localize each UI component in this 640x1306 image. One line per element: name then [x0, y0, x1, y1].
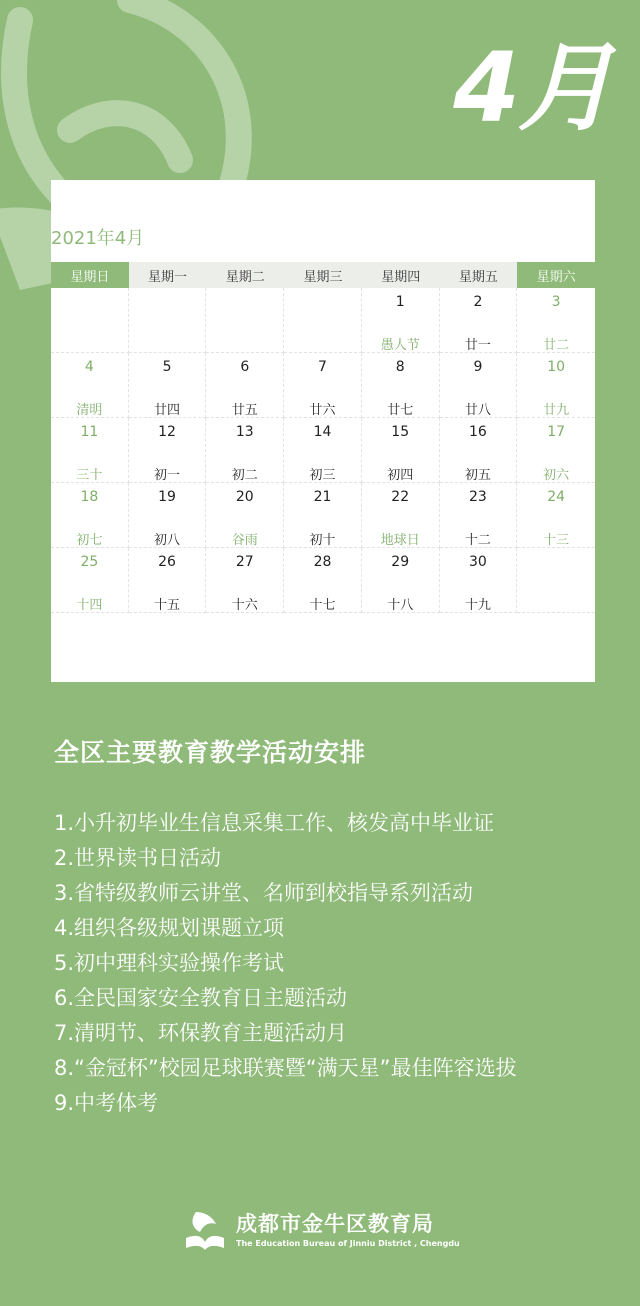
lunar-date: 初三 [309, 468, 336, 483]
lunar-date: 十六 [231, 598, 258, 613]
calendar-day-cell [206, 548, 284, 613]
day-number: 25 [80, 554, 99, 570]
lunar-date: 地球日 [380, 533, 420, 548]
activity-number: 9. [54, 1091, 75, 1115]
activity-number: 5. [54, 951, 75, 975]
calendar-day-cell [206, 418, 284, 483]
day-number: 4 [84, 359, 94, 375]
day-number: 11 [80, 424, 99, 440]
activity-item [54, 981, 594, 1016]
day-number: 21 [313, 489, 332, 505]
lunar-date: 三十 [76, 468, 103, 483]
day-number: 16 [469, 424, 487, 440]
calendar-day-cell [362, 288, 440, 353]
lunar-date: 初二 [231, 468, 258, 483]
day-number: 26 [158, 554, 176, 570]
calendar-day-cell [517, 288, 595, 353]
lunar-date: 廿二 [543, 338, 570, 353]
day-number: 8 [395, 359, 405, 375]
calendar-day-cell [129, 548, 207, 613]
calendar-day-cell [440, 483, 518, 548]
activity-text: 省特级教师云讲堂、名师到校指导系列活动 [74, 881, 474, 905]
activity-number: 6. [54, 986, 75, 1010]
activity-text: 小升初毕业生信息采集工作、核发高中毕业证 [74, 811, 495, 835]
activity-number: 2. [54, 846, 75, 870]
weekday-sun: 星期日 [51, 262, 129, 288]
lunar-date: 初八 [154, 533, 181, 548]
day-number: 24 [547, 489, 566, 505]
activity-text: 全民国家安全教育日主题活动 [74, 986, 348, 1010]
day-number: 17 [547, 424, 566, 440]
lunar-date: 十五 [154, 598, 181, 613]
calendar-day-cell [206, 353, 284, 418]
activity-item [54, 1086, 594, 1121]
org-name-en: The Education Bureau of Jinniu District , Chengdu [236, 1239, 460, 1248]
activity-number: 8. [54, 1056, 75, 1080]
weekday-sat: 星期六 [517, 262, 595, 288]
lunar-date: 十三 [543, 533, 570, 548]
day-number: 2 [473, 294, 483, 310]
day-number: 13 [235, 424, 254, 440]
activity-number: 1. [54, 811, 75, 835]
lunar-date: 廿九 [543, 403, 570, 418]
lunar-date: 十九 [464, 598, 491, 613]
calendar-title: 2021年4月 [51, 228, 145, 249]
calendar-day-cell [129, 288, 207, 353]
footer [182, 1208, 460, 1254]
day-number: 9 [473, 359, 483, 375]
calendar-day-cell [517, 483, 595, 548]
day-number: 30 [469, 554, 487, 570]
activity-text: 初中理科实验操作考试 [74, 951, 285, 975]
lunar-date: 清明 [76, 403, 103, 418]
section-title: 全区主要教育教学活动安排 [54, 738, 367, 767]
activity-text: 中考体考 [74, 1091, 159, 1115]
activity-item [54, 876, 594, 911]
activity-list [54, 806, 594, 1121]
calendar-day-cell [440, 418, 518, 483]
org-name: 成都市金牛区教育局 [236, 1212, 434, 1236]
calendar-day-cell [517, 353, 595, 418]
weekday-thu: 星期四 [362, 262, 440, 288]
day-number: 3 [551, 294, 561, 310]
activity-item [54, 806, 594, 841]
activity-item [54, 911, 594, 946]
day-number: 5 [162, 359, 172, 375]
calendar-day-cell [517, 548, 595, 613]
calendar-day-cell [440, 288, 518, 353]
lunar-date: 廿四 [154, 403, 181, 418]
day-number: 27 [235, 554, 254, 570]
day-number: 7 [318, 359, 327, 375]
weekday-header [51, 262, 595, 288]
calendar-day-cell [129, 483, 207, 548]
activity-number: 4. [54, 916, 75, 940]
calendar-day-cell [284, 418, 362, 483]
calendar-card [51, 180, 595, 682]
lunar-date: 初四 [387, 468, 414, 483]
lunar-date: 廿八 [464, 403, 491, 418]
activity-item [54, 946, 594, 981]
lunar-date: 十八 [387, 598, 414, 613]
calendar-grid [51, 288, 595, 613]
lunar-date: 初一 [154, 468, 181, 483]
day-number: 18 [80, 489, 99, 505]
activity-text: 世界读书日活动 [74, 846, 222, 870]
activity-number: 7. [54, 1021, 75, 1045]
lunar-date: 初十 [309, 533, 336, 548]
weekday-wed: 星期三 [284, 262, 362, 288]
calendar-day-cell [440, 353, 518, 418]
day-number: 23 [469, 489, 487, 505]
calendar-day-cell [206, 483, 284, 548]
calendar-day-cell [129, 418, 207, 483]
day-number: 20 [235, 489, 254, 505]
day-number: 14 [313, 424, 332, 440]
lunar-date: 初六 [543, 468, 570, 483]
activity-number: 3. [54, 881, 75, 905]
activity-item [54, 1051, 594, 1086]
weekday-fri: 星期五 [440, 262, 518, 288]
calendar-day-cell [284, 288, 362, 353]
day-number: 19 [158, 489, 176, 505]
lunar-date: 谷雨 [231, 533, 258, 548]
lunar-date: 廿六 [309, 403, 336, 418]
activity-item [54, 1016, 594, 1051]
calendar-day-cell [362, 548, 440, 613]
calendar-day-cell [206, 288, 284, 353]
month-banner: 4月 [453, 32, 612, 144]
activity-text: 组织各级规划课题立项 [74, 916, 285, 940]
calendar-day-cell [51, 353, 129, 418]
day-number: 22 [391, 489, 410, 505]
lunar-date: 廿五 [231, 403, 258, 418]
weekday-tue: 星期二 [206, 262, 284, 288]
lunar-date: 十七 [309, 598, 336, 613]
lunar-date: 十四 [76, 598, 103, 613]
activity-text: 清明节、环保教育主题活动月 [74, 1021, 348, 1045]
calendar-day-cell [362, 418, 440, 483]
day-number: 12 [158, 424, 176, 440]
day-number: 1 [395, 294, 405, 310]
day-number: 10 [547, 359, 566, 375]
calendar-day-cell [51, 548, 129, 613]
day-number: 6 [240, 359, 250, 375]
calendar-day-cell [517, 418, 595, 483]
weekday-mon: 星期一 [129, 262, 207, 288]
calendar-day-cell [284, 353, 362, 418]
day-number: 28 [313, 554, 332, 570]
lunar-date: 廿一 [464, 338, 491, 353]
calendar-day-cell [362, 353, 440, 418]
day-number: 29 [391, 554, 410, 570]
lunar-date: 愚人节 [380, 338, 420, 353]
calendar-day-cell [51, 418, 129, 483]
calendar-day-cell [284, 548, 362, 613]
lunar-date: 廿七 [387, 403, 414, 418]
calendar-day-cell [51, 288, 129, 353]
calendar-day-cell [284, 483, 362, 548]
calendar-day-cell [362, 483, 440, 548]
lunar-date: 初五 [464, 468, 491, 483]
day-number: 15 [391, 424, 410, 440]
calendar-day-cell [51, 483, 129, 548]
lunar-date: 初七 [76, 533, 103, 548]
calendar-day-cell [440, 548, 518, 613]
activity-item [54, 841, 594, 876]
lunar-date: 十二 [464, 533, 491, 548]
calendar-day-cell [129, 353, 207, 418]
activity-text: “金冠杯”校园足球联赛暨“满天星”最佳阵容选拔 [74, 1056, 517, 1080]
bull-book-logo-icon [182, 1208, 228, 1254]
